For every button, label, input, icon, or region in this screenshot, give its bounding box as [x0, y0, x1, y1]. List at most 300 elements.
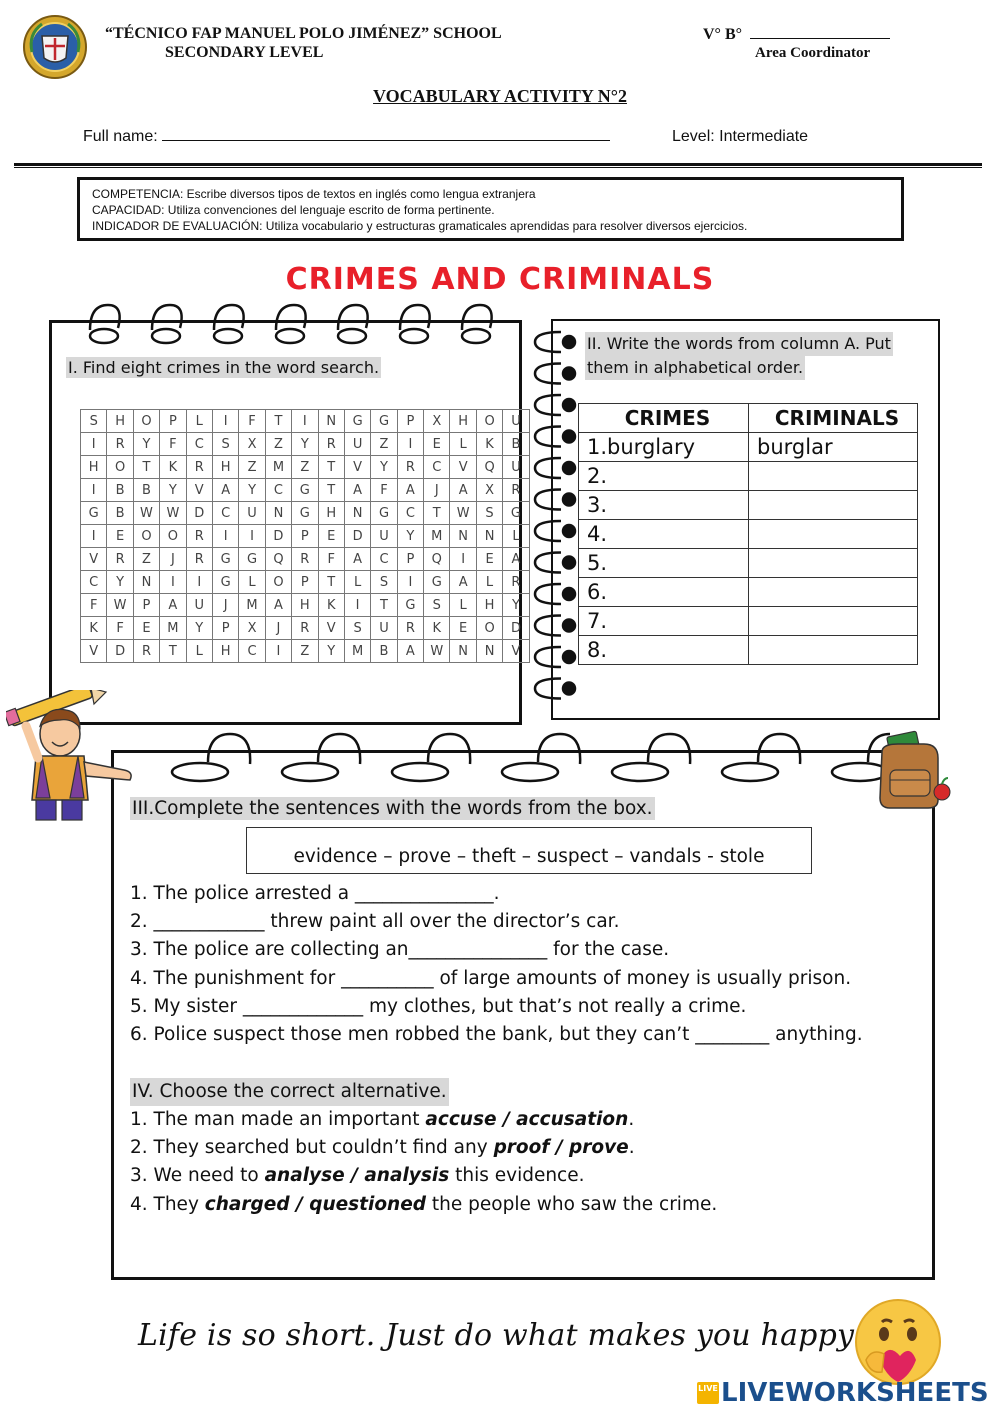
word-search-cell[interactable]: D [186, 502, 212, 525]
word-search-cell[interactable]: Y [160, 479, 186, 502]
word-search-cell[interactable]: K [476, 433, 502, 456]
criminal-cell[interactable] [749, 549, 918, 578]
word-search-cell[interactable]: Y [239, 479, 265, 502]
word-search-cell[interactable]: D [265, 525, 291, 548]
choice-text-pre: 1. The man made an important [130, 1109, 426, 1130]
word-search-cell[interactable]: X [239, 617, 265, 640]
word-search-cell[interactable]: B [133, 479, 159, 502]
table-row [579, 636, 918, 665]
criminal-cell[interactable] [749, 491, 918, 520]
section3-instruction: III.Complete the sentences with the words from the box. [132, 798, 653, 819]
word-search-row [81, 479, 530, 502]
spiral-ring-icon [535, 332, 575, 352]
word-search-cell[interactable]: I [186, 571, 212, 594]
word-search-cell[interactable]: Y [292, 433, 318, 456]
word-search-cell[interactable]: K [81, 617, 107, 640]
spiral-ring-icon [535, 427, 575, 447]
word-search-cell[interactable]: T [318, 479, 344, 502]
word-search-cell[interactable]: Y [133, 433, 159, 456]
word-search-cell[interactable]: Z [133, 548, 159, 571]
word-search-cell[interactable]: L [186, 640, 212, 663]
word-search-cell[interactable]: D [107, 640, 133, 663]
word-search-cell[interactable]: G [212, 548, 238, 571]
word-search-cell[interactable]: N [318, 410, 344, 433]
word-search-cell[interactable]: R [133, 640, 159, 663]
word-search-cell[interactable]: P [397, 410, 423, 433]
word-search-cell[interactable]: L [476, 571, 502, 594]
sentence-item[interactable]: 3. The police are collecting an_______________ for the case. [130, 939, 670, 961]
word-search-cell[interactable]: I [81, 479, 107, 502]
word-search-cell[interactable]: O [133, 525, 159, 548]
sentence-item[interactable]: 4. The punishment for __________ of large amounts of money is usually prison. [130, 967, 852, 989]
word-search-cell[interactable]: Q [265, 548, 291, 571]
word-search-cell[interactable]: I [212, 410, 238, 433]
word-search-cell[interactable]: A [397, 479, 423, 502]
word-search-cell[interactable]: J [160, 548, 186, 571]
word-search-cell[interactable]: I [81, 433, 107, 456]
word-search-cell[interactable]: B [107, 479, 133, 502]
word-search-cell[interactable]: I [397, 571, 423, 594]
crime-cell[interactable]: 1.burglary [579, 433, 749, 462]
table-row [579, 520, 918, 549]
word-search-cell[interactable]: I [450, 548, 476, 571]
word-search-cell[interactable]: N [450, 525, 476, 548]
word-search-cell[interactable]: V [344, 456, 370, 479]
word-search-cell[interactable]: U [344, 433, 370, 456]
word-search-cell[interactable]: C [81, 571, 107, 594]
spiral-ring-icon [722, 734, 800, 781]
word-search-cell[interactable]: R [186, 456, 212, 479]
word-search-cell[interactable]: C [397, 502, 423, 525]
word-search-cell[interactable]: D [503, 617, 529, 640]
crime-cell[interactable]: 5. [579, 549, 749, 578]
crime-cell[interactable]: 7. [579, 607, 749, 636]
word-search-cell[interactable]: R [318, 433, 344, 456]
word-search-cell[interactable]: W [160, 502, 186, 525]
word-search-cell[interactable]: I [160, 571, 186, 594]
school-crest-icon [22, 14, 88, 80]
word-search-cell[interactable]: F [239, 410, 265, 433]
word-search-cell[interactable]: P [212, 617, 238, 640]
top-spiral-rings-2 [160, 728, 890, 786]
section2-instruction [585, 332, 893, 356]
word-search-cell[interactable]: V [450, 456, 476, 479]
word-search-cell[interactable]: G [344, 410, 370, 433]
word-search-grid[interactable] [80, 409, 530, 663]
choice-item [130, 1134, 717, 1162]
spiral-ring-icon [462, 305, 492, 343]
word-search-cell[interactable]: X [424, 410, 450, 433]
word-search-cell[interactable]: G [292, 479, 318, 502]
word-search-cell[interactable]: U [371, 525, 397, 548]
table-row [579, 549, 918, 578]
word-search-cell[interactable]: J [265, 617, 291, 640]
word-search-cell[interactable]: C [265, 479, 291, 502]
spiral-ring-icon [535, 679, 575, 699]
word-search-cell[interactable]: A [265, 594, 291, 617]
word-search-cell[interactable]: T [424, 502, 450, 525]
word-search-cell[interactable]: N [476, 640, 502, 663]
table-row [579, 462, 918, 491]
choice-text-post: this evidence. [449, 1165, 585, 1187]
word-search-cell[interactable]: S [371, 571, 397, 594]
word-search-cell[interactable]: P [292, 525, 318, 548]
choice-item [130, 1106, 717, 1134]
word-search-cell[interactable]: R [503, 571, 529, 594]
word-search-cell[interactable]: W [107, 594, 133, 617]
spiral-ring-icon [535, 395, 575, 415]
word-search-cell[interactable]: T [160, 640, 186, 663]
word-search-cell[interactable]: G [212, 571, 238, 594]
word-search-cell[interactable]: E [107, 525, 133, 548]
word-search-cell[interactable]: C [424, 456, 450, 479]
word-search-cell[interactable]: A [397, 640, 423, 663]
fullname-field[interactable] [83, 128, 610, 146]
word-search-cell[interactable]: M [160, 617, 186, 640]
word-search-cell[interactable]: L [503, 525, 529, 548]
word-search-cell[interactable]: M [344, 640, 370, 663]
word-search-cell[interactable]: A [344, 548, 370, 571]
word-search-cell[interactable]: R [107, 433, 133, 456]
criminal-cell[interactable] [749, 636, 918, 665]
word-search-cell[interactable]: T [318, 571, 344, 594]
word-search-cell[interactable]: X [239, 433, 265, 456]
word-search-cell[interactable]: P [397, 548, 423, 571]
sentence-item[interactable]: 5. My sister _____________ my clothes, but that’s not really a crime. [130, 995, 747, 1017]
word-search-cell[interactable]: H [212, 640, 238, 663]
school-line1: “TÉCNICO FAP MANUEL POLO JIMÉNEZ” SCHOOL [105, 25, 502, 42]
word-search-cell[interactable]: R [503, 479, 529, 502]
word-search-cell[interactable]: H [212, 456, 238, 479]
word-search-cell[interactable]: B [371, 640, 397, 663]
word-search-cell[interactable]: G [424, 571, 450, 594]
spiral-ring-icon [535, 521, 575, 541]
word-search-cell[interactable]: S [476, 502, 502, 525]
word-search-cell[interactable]: H [81, 456, 107, 479]
crime-cell[interactable]: 4. [579, 520, 749, 549]
word-search-cell[interactable]: C [239, 640, 265, 663]
header-divider [14, 163, 982, 166]
word-search-cell[interactable]: R [292, 617, 318, 640]
table-row [579, 491, 918, 520]
sentence-item[interactable]: 1. The police arrested a _______________. [130, 883, 500, 904]
word-search-cell[interactable]: T [265, 410, 291, 433]
choice-text-post: . [628, 1137, 635, 1159]
word-search-cell[interactable]: A [160, 594, 186, 617]
word-search-row [81, 433, 530, 456]
word-search-cell[interactable]: E [133, 617, 159, 640]
word-search-cell[interactable]: Z [265, 433, 291, 456]
word-search-cell[interactable]: C [371, 548, 397, 571]
word-search-cell[interactable]: E [318, 525, 344, 548]
crime-cell[interactable]: 8. [579, 636, 749, 665]
col-criminals-header: CRIMINALS [749, 404, 918, 433]
word-search-cell[interactable]: N [265, 502, 291, 525]
word-search-cell[interactable]: O [476, 617, 502, 640]
word-search-cell[interactable]: G [239, 548, 265, 571]
criminal-cell[interactable] [749, 607, 918, 636]
criminal-cell[interactable] [749, 520, 918, 549]
spiral-ring-icon [392, 734, 470, 781]
word-search-cell[interactable]: Y [186, 617, 212, 640]
word-search-cell[interactable]: N [133, 571, 159, 594]
spiral-ring-icon [535, 553, 575, 573]
word-search-cell[interactable]: O [160, 525, 186, 548]
word-search-cell[interactable]: L [239, 571, 265, 594]
word-search-cell[interactable]: Y [503, 594, 529, 617]
crimes-criminals-table [578, 403, 918, 665]
word-search-cell[interactable]: I [292, 410, 318, 433]
spiral-ring-icon [152, 305, 182, 343]
choice-item [130, 1162, 717, 1190]
word-search-cell[interactable]: Y [107, 571, 133, 594]
word-search-cell[interactable]: Y [397, 525, 423, 548]
word-search-cell[interactable]: I [397, 433, 423, 456]
word-search-cell[interactable]: Z [239, 456, 265, 479]
word-search-cell[interactable]: L [450, 594, 476, 617]
word-search-cell[interactable]: M [424, 525, 450, 548]
word-search-cell[interactable]: G [292, 502, 318, 525]
word-search-cell[interactable]: P [133, 594, 159, 617]
word-search-cell[interactable]: O [265, 571, 291, 594]
word-search-cell[interactable]: R [292, 548, 318, 571]
word-search-cell[interactable]: K [424, 617, 450, 640]
word-search-cell[interactable]: L [450, 433, 476, 456]
word-search-cell[interactable]: H [318, 502, 344, 525]
spiral-ring-icon [535, 584, 575, 604]
word-search-cell[interactable]: G [81, 502, 107, 525]
word-search-cell[interactable]: E [476, 548, 502, 571]
word-search-cell[interactable]: Y [371, 456, 397, 479]
word-search-cell[interactable]: Q [424, 548, 450, 571]
spiral-ring-icon [90, 305, 120, 343]
word-search-cell[interactable]: C [186, 433, 212, 456]
choice-text-pre: 3. We need to [130, 1165, 265, 1187]
choice-options[interactable]: charged / questioned [204, 1193, 427, 1215]
level-label: Level: Intermediate [672, 128, 809, 145]
word-search-cell[interactable]: E [424, 433, 450, 456]
spiral-ring-icon [535, 490, 575, 510]
crime-cell[interactable]: 2. [579, 462, 749, 491]
choice-text-post: . [628, 1109, 635, 1130]
word-search-cell[interactable]: R [186, 548, 212, 571]
fullname-line[interactable] [162, 128, 610, 141]
table-row [579, 433, 918, 462]
word-search-cell[interactable]: H [292, 594, 318, 617]
vb-label: V° B° [703, 26, 743, 43]
word-search-cell[interactable]: L [186, 410, 212, 433]
competencia-text: COMPETENCIA: Escribe diversos tipos de textos en inglés como lengua extranjera [92, 187, 536, 201]
choice-list [130, 1106, 717, 1219]
word-search-cell[interactable]: Q [476, 456, 502, 479]
word-search-cell[interactable]: N [476, 525, 502, 548]
word-search-cell[interactable]: R [186, 525, 212, 548]
word-search-cell[interactable]: T [318, 456, 344, 479]
crime-cell[interactable]: 3. [579, 491, 749, 520]
word-search-cell[interactable]: H [450, 410, 476, 433]
word-search-cell[interactable]: O [133, 410, 159, 433]
backpack-icon [868, 730, 954, 814]
header-divider-thin [14, 167, 982, 168]
section2-instruction-line1: II. Write the words from column A. Put [587, 334, 891, 353]
choice-options[interactable]: accuse / accusation [425, 1109, 629, 1130]
sentence-item[interactable]: 6. Police suspect those men robbed the bank, but they can’t ________ anything. [130, 1024, 863, 1046]
word-search-cell[interactable]: I [239, 525, 265, 548]
word-search-cell[interactable]: W [424, 640, 450, 663]
word-search-cell[interactable]: V [318, 617, 344, 640]
word-search-cell[interactable]: A [344, 479, 370, 502]
word-search-cell[interactable]: T [371, 594, 397, 617]
word-search-cell[interactable]: Y [318, 640, 344, 663]
section4-instruction: IV. Choose the correct alternative. [130, 1078, 449, 1106]
approval-block [703, 24, 890, 63]
word-search-cell[interactable]: I [81, 525, 107, 548]
section2-instruction-2 [585, 356, 805, 380]
word-search-cell[interactable]: P [292, 571, 318, 594]
word-search-cell[interactable]: X [476, 479, 502, 502]
spiral-ring-icon [502, 734, 580, 781]
word-search-cell[interactable]: U [239, 502, 265, 525]
word-search-cell[interactable]: I [212, 525, 238, 548]
word-search-cell[interactable]: G [371, 502, 397, 525]
spiral-ring-icon [535, 616, 575, 636]
word-search-cell[interactable]: T [133, 456, 159, 479]
word-search-cell[interactable]: Z [292, 640, 318, 663]
word-search-cell[interactable]: U [371, 617, 397, 640]
word-search-cell[interactable]: R [397, 617, 423, 640]
word-search-row [81, 594, 530, 617]
word-search-cell[interactable]: V [81, 548, 107, 571]
choice-text-post: the people who saw the crime. [426, 1193, 718, 1215]
choice-options[interactable]: analyse / analysis [264, 1165, 450, 1187]
word-search-cell[interactable]: F [160, 433, 186, 456]
word-search-cell[interactable]: V [81, 640, 107, 663]
word-search-cell[interactable]: S [344, 617, 370, 640]
choice-item [130, 1191, 717, 1219]
word-search-cell[interactable]: H [107, 410, 133, 433]
choice-text-pre: 2. They searched but couldn’t find any [130, 1137, 494, 1159]
word-search-row [81, 410, 530, 433]
word-search-cell[interactable]: B [107, 502, 133, 525]
word-search-row [81, 456, 530, 479]
criminal-cell[interactable] [749, 462, 918, 491]
word-search-row [81, 502, 530, 525]
spiral-ring-icon [172, 734, 250, 781]
word-search-row [81, 571, 530, 594]
word-search-cell[interactable]: M [239, 594, 265, 617]
word-search-cell[interactable]: U [503, 456, 529, 479]
hug-emoji-icon [852, 1298, 944, 1390]
section1-instruction: I. Find eight crimes in the word search. [68, 358, 380, 377]
word-search-cell[interactable]: J [424, 479, 450, 502]
word-search-cell[interactable]: C [212, 502, 238, 525]
word-search-cell[interactable]: F [371, 479, 397, 502]
spiral-ring-icon [276, 305, 306, 343]
brand-badge: LIVE [697, 1382, 719, 1404]
word-search-cell[interactable]: D [344, 525, 370, 548]
word-search-cell[interactable]: A [503, 548, 529, 571]
spiral-ring-icon [338, 305, 368, 343]
sentence-item[interactable]: 2. ____________ threw paint all over the director’s car. [130, 911, 620, 933]
word-search-cell[interactable]: R [107, 548, 133, 571]
school-line2: SECONDARY LEVEL [165, 44, 324, 61]
word-search-cell[interactable]: Z [292, 456, 318, 479]
word-search-cell[interactable]: S [212, 433, 238, 456]
word-search-cell[interactable]: O [476, 410, 502, 433]
word-search-cell[interactable]: L [344, 571, 370, 594]
word-search-cell[interactable]: W [133, 502, 159, 525]
word-search-cell[interactable]: O [107, 456, 133, 479]
competence-box [77, 177, 904, 241]
word-search-cell[interactable]: I [344, 594, 370, 617]
word-search-cell[interactable]: U [186, 594, 212, 617]
choice-text-pre: 4. They [130, 1193, 205, 1215]
table-row [579, 607, 918, 636]
crime-cell[interactable]: 6. [579, 578, 749, 607]
word-search-row [81, 548, 530, 571]
word-search-cell[interactable]: H [476, 594, 502, 617]
word-search-cell[interactable]: V [503, 640, 529, 663]
main-title: CRIMES AND CRIMINALS [285, 262, 715, 297]
word-search-cell[interactable]: B [503, 433, 529, 456]
word-search-row [81, 640, 530, 663]
word-search-cell[interactable]: A [450, 479, 476, 502]
spiral-ring-icon [282, 734, 360, 781]
word-search-cell[interactable]: W [450, 502, 476, 525]
word-search-cell[interactable]: V [186, 479, 212, 502]
word-search-cell[interactable]: A [212, 479, 238, 502]
col-crimes-header: CRIMES [579, 404, 749, 433]
word-search-cell[interactable]: I [265, 640, 291, 663]
liveworksheets-logo[interactable] [697, 1378, 987, 1408]
word-search-cell[interactable]: J [212, 594, 238, 617]
school-name [105, 24, 502, 62]
word-search-cell[interactable]: N [450, 640, 476, 663]
word-search-cell[interactable]: K [160, 456, 186, 479]
word-search-cell[interactable]: S [81, 410, 107, 433]
sentence-list [130, 880, 863, 1049]
word-search-cell[interactable]: R [397, 456, 423, 479]
top-spiral-rings-1 [80, 300, 500, 350]
word-search-cell[interactable]: N [344, 502, 370, 525]
word-search-cell[interactable]: G [503, 502, 529, 525]
word-search-row [81, 617, 530, 640]
word-search-cell[interactable]: P [160, 410, 186, 433]
spiral-ring-icon [214, 305, 244, 343]
choice-options[interactable]: proof / prove [493, 1137, 629, 1159]
word-search-cell[interactable]: S [424, 594, 450, 617]
word-search-cell[interactable]: E [450, 617, 476, 640]
section2-instruction-line2: them in alphabetical order. [587, 358, 804, 377]
criminal-cell[interactable] [749, 578, 918, 607]
side-spiral-rings [531, 326, 579, 706]
area-coordinator: Area Coordinator [755, 45, 871, 61]
spiral-ring-icon [612, 734, 690, 781]
word-search-cell[interactable]: F [81, 594, 107, 617]
table-row [579, 578, 918, 607]
criminal-cell[interactable]: burglar [749, 433, 918, 462]
word-search-cell[interactable]: F [107, 617, 133, 640]
word-search-cell[interactable]: Z [371, 433, 397, 456]
word-search-cell[interactable]: F [318, 548, 344, 571]
word-search-cell[interactable]: G [397, 594, 423, 617]
word-search-cell[interactable]: A [450, 571, 476, 594]
word-search-cell[interactable]: G [371, 410, 397, 433]
word-search-cell[interactable]: U [503, 410, 529, 433]
spiral-ring-icon [400, 305, 430, 343]
word-search-cell[interactable]: M [265, 456, 291, 479]
word-search-cell[interactable]: K [318, 594, 344, 617]
